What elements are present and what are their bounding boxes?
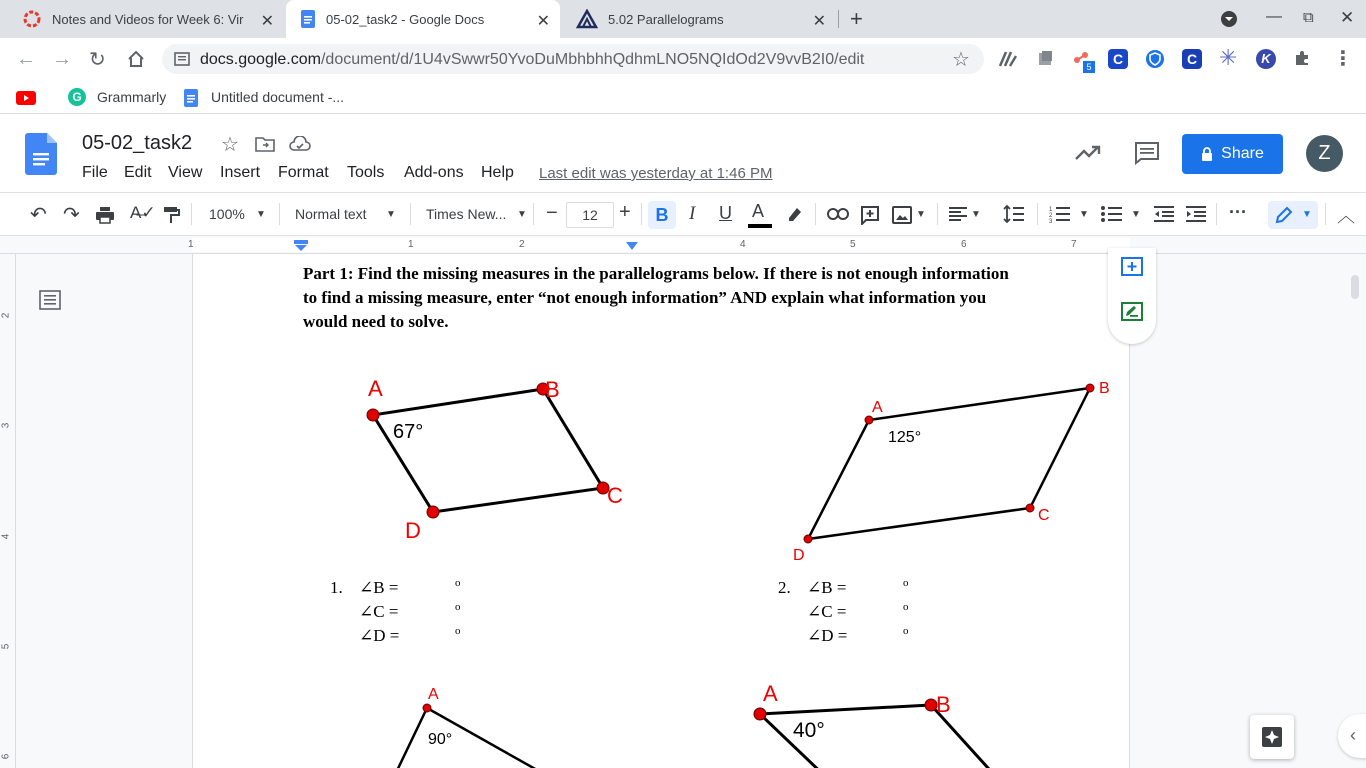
docs-logo-icon[interactable] bbox=[25, 133, 57, 175]
tab-stop-marker-icon[interactable] bbox=[626, 242, 638, 251]
scrollbar-thumb[interactable] bbox=[1351, 275, 1359, 299]
vertex-a bbox=[865, 416, 873, 424]
align-left-icon[interactable] bbox=[949, 206, 967, 222]
chevron-down-icon[interactable]: ▼ bbox=[971, 209, 981, 220]
font-size-input[interactable]: 12 bbox=[566, 202, 614, 228]
svg-text:2: 2 bbox=[1049, 213, 1053, 219]
menu-add-ons[interactable]: Add-ons bbox=[404, 164, 464, 181]
side-comment-actions bbox=[1108, 248, 1156, 344]
degree-mark: o bbox=[903, 625, 909, 637]
close-tab-icon[interactable]: ✕ bbox=[260, 13, 274, 30]
course-icon bbox=[576, 9, 598, 29]
question-line: ∠C = bbox=[807, 602, 847, 621]
vertex-a bbox=[754, 708, 766, 720]
ruler-number: 4 bbox=[740, 239, 746, 250]
menu-format[interactable]: Format bbox=[278, 164, 329, 181]
degree-mark: o bbox=[903, 577, 909, 589]
toolbar-divider bbox=[1037, 203, 1038, 225]
vertex-label-a: A bbox=[368, 376, 383, 401]
last-edit-link[interactable]: Last edit was yesterday at 1:46 PM bbox=[539, 165, 773, 182]
parallelogram-figure-4 bbox=[748, 679, 1038, 768]
question-line: ∠B = bbox=[359, 578, 399, 597]
toolbar-divider bbox=[191, 203, 192, 225]
undo-icon[interactable]: ↶ bbox=[30, 204, 47, 226]
vertex-label-b: B bbox=[545, 377, 560, 402]
vertex-label-b: B bbox=[936, 692, 951, 717]
vertex-label-a: A bbox=[428, 686, 439, 703]
vertex-d bbox=[804, 535, 812, 543]
extension-c-icon[interactable]: C bbox=[1108, 49, 1128, 69]
minimize-icon[interactable]: — bbox=[1266, 8, 1282, 25]
vertex-d bbox=[427, 506, 439, 518]
extensions-puzzle-icon[interactable] bbox=[1293, 49, 1311, 67]
toolbar-divider bbox=[533, 203, 534, 225]
extension-burst-icon[interactable]: ✳ bbox=[1219, 45, 1238, 70]
ruler-number: 6 bbox=[0, 753, 12, 760]
collapse-menus-icon[interactable]: ︿ bbox=[1337, 206, 1355, 226]
ruler-number: 2 bbox=[0, 312, 12, 319]
text-color-glyph: A bbox=[752, 201, 765, 221]
restore-icon[interactable]: ⧉ bbox=[1303, 9, 1314, 26]
insert-image-icon[interactable] bbox=[892, 206, 912, 224]
docs-header bbox=[0, 114, 1366, 192]
underline-button[interactable]: U bbox=[719, 203, 732, 223]
question-number: 2. bbox=[778, 578, 791, 597]
explore-star-icon bbox=[1261, 726, 1283, 748]
move-folder-icon[interactable] bbox=[255, 136, 275, 152]
comments-icon[interactable] bbox=[1134, 141, 1160, 165]
document-title[interactable]: 05-02_task2 bbox=[82, 132, 193, 154]
ruler-number: 1 bbox=[408, 239, 414, 250]
menu-insert[interactable]: Insert bbox=[220, 164, 261, 181]
menu-tools[interactable]: Tools bbox=[347, 164, 385, 181]
numbered-list-icon[interactable] bbox=[1049, 205, 1071, 223]
ruler-number: 7 bbox=[1071, 239, 1077, 250]
toolbar-divider bbox=[1325, 203, 1326, 225]
ruler-page-area bbox=[192, 238, 1130, 252]
redo-icon[interactable]: ↷ bbox=[63, 204, 80, 226]
bulleted-list-icon[interactable] bbox=[1101, 205, 1123, 223]
ruler-number: 2 bbox=[519, 239, 525, 250]
part1-heading: Part 1: Find the missing measures in the parallelograms below. If there is not enough information to find a missing measure, enter “not enough information” AND explain what information you would need to solve. bbox=[303, 264, 1009, 331]
cloud-saved-icon[interactable] bbox=[289, 136, 311, 152]
vertex-label-c: C bbox=[607, 483, 623, 508]
chevron-down-icon[interactable]: ▼ bbox=[916, 209, 926, 220]
navigation-bar bbox=[0, 38, 1366, 80]
font-select[interactable]: Times New... bbox=[426, 206, 507, 222]
vertex-a bbox=[423, 704, 431, 712]
parallelogram-figure-2 bbox=[788, 374, 1118, 569]
ruler-number: 5 bbox=[0, 643, 12, 650]
avatar[interactable]: Z bbox=[1306, 135, 1343, 172]
degree-mark: o bbox=[455, 625, 461, 637]
extension-cube-icon[interactable] bbox=[1036, 50, 1054, 68]
chevron-down-icon: ▼ bbox=[1302, 209, 1312, 220]
increase-font-size-button[interactable]: + bbox=[619, 201, 631, 223]
chevron-down-icon[interactable]: ▼ bbox=[256, 209, 266, 220]
ruler-number: 3 bbox=[0, 422, 12, 429]
question-number: 1. bbox=[330, 578, 343, 597]
spellcheck-icon[interactable]: A̶✓ bbox=[130, 203, 156, 222]
tab-separator bbox=[838, 10, 839, 28]
site-info-icon[interactable] bbox=[174, 52, 190, 66]
share-label: Share bbox=[1221, 145, 1264, 162]
back-icon[interactable]: ← bbox=[16, 48, 36, 70]
indent-marker-icon[interactable] bbox=[294, 240, 308, 252]
angle-label: 90° bbox=[428, 731, 453, 748]
url-path: /document/d/1U4vSwwr50YvoDuMbhbhhQdhmLNO5NQIdOd2V9vvB2I0/edit bbox=[320, 51, 865, 68]
docs-bookmark-icon bbox=[183, 88, 199, 108]
toolbar-divider bbox=[410, 203, 411, 225]
print-icon[interactable] bbox=[95, 206, 115, 224]
close-tab-icon[interactable]: ✕ bbox=[536, 13, 550, 30]
link-icon[interactable] bbox=[827, 208, 849, 220]
angle-label: 67° bbox=[393, 421, 424, 443]
paragraph-style-select[interactable]: Normal text bbox=[295, 206, 367, 222]
bold-button[interactable]: B bbox=[648, 201, 676, 229]
bookmark-untitled-document[interactable]: Untitled document -... bbox=[211, 89, 345, 105]
parallelogram-shape bbox=[373, 389, 603, 512]
tab-google-docs[interactable] bbox=[286, 0, 560, 38]
editing-mode-button[interactable] bbox=[1268, 201, 1318, 229]
vertex-label-d: D bbox=[793, 547, 805, 564]
menu-help[interactable]: Help bbox=[481, 164, 514, 181]
extension-k-icon[interactable]: K bbox=[1256, 49, 1276, 69]
forward-icon[interactable]: → bbox=[52, 48, 72, 70]
home-icon[interactable] bbox=[127, 50, 145, 68]
highlight-icon[interactable] bbox=[786, 205, 804, 223]
url-host: docs.google.com bbox=[200, 51, 321, 68]
ruler-number: 6 bbox=[961, 239, 967, 250]
toolbar-divider bbox=[1216, 203, 1217, 225]
vertical-ruler bbox=[0, 254, 16, 768]
decrease-font-size-button[interactable]: − bbox=[546, 202, 558, 224]
question-line: ∠B = bbox=[807, 578, 847, 597]
grammarly-icon: G bbox=[68, 88, 86, 106]
close-window-icon[interactable]: ✕ bbox=[1340, 8, 1355, 27]
share-button[interactable] bbox=[1182, 134, 1283, 174]
toolbar-divider bbox=[815, 203, 816, 225]
tab-search-icon[interactable] bbox=[1220, 10, 1238, 28]
vertex-label-d: D bbox=[405, 518, 421, 543]
chevron-left-icon: ‹ bbox=[1350, 725, 1356, 745]
decrease-indent-icon[interactable] bbox=[1154, 205, 1174, 223]
vertex-b bbox=[1086, 384, 1094, 392]
paint-format-icon[interactable] bbox=[162, 206, 180, 224]
side-panel-toggle[interactable] bbox=[1338, 714, 1366, 758]
close-tab-icon[interactable]: ✕ bbox=[812, 13, 826, 30]
bookmark-grammarly[interactable]: Grammarly bbox=[97, 89, 167, 105]
browser-menu-icon[interactable]: ⋮ bbox=[1333, 48, 1353, 70]
tab-title: 05-02_task2 - Google Docs bbox=[326, 11, 485, 27]
chevron-down-icon[interactable]: ▼ bbox=[1079, 209, 1089, 220]
add-comment-icon[interactable] bbox=[1121, 257, 1143, 279]
extension-badge-count: 5 bbox=[1083, 61, 1095, 73]
italic-button[interactable]: I bbox=[689, 203, 696, 224]
degree-mark: o bbox=[455, 577, 461, 589]
parallelogram-figure-1 bbox=[363, 374, 643, 544]
document-page[interactable] bbox=[192, 254, 1130, 768]
degree-mark: o bbox=[455, 601, 461, 613]
tab-notes-videos[interactable] bbox=[8, 0, 284, 38]
url-text bbox=[200, 51, 864, 69]
formatting-toolbar bbox=[0, 192, 1366, 236]
extension-badge-item[interactable] bbox=[1071, 50, 1097, 76]
parallelogram-shape bbox=[393, 708, 553, 768]
docs-icon bbox=[300, 9, 316, 29]
question-line: ∠D = bbox=[359, 626, 400, 645]
question-line: ∠D = bbox=[807, 626, 848, 645]
document-outline-icon[interactable] bbox=[39, 290, 61, 310]
text-color-swatch bbox=[748, 224, 772, 228]
bookmark-star-icon[interactable]: ☆ bbox=[952, 49, 970, 71]
add-comment-icon[interactable] bbox=[860, 205, 880, 225]
vertex-a bbox=[367, 409, 379, 421]
suggest-edits-icon[interactable] bbox=[1121, 302, 1143, 324]
tab-title: Notes and Videos for Week 6: Vir bbox=[52, 11, 244, 27]
ruler-number: 1 bbox=[188, 239, 194, 250]
chevron-down-icon[interactable]: ▼ bbox=[1131, 209, 1141, 220]
angle-label: 40° bbox=[793, 719, 825, 742]
angle-label: 125° bbox=[888, 429, 922, 446]
youtube-icon[interactable] bbox=[16, 91, 36, 105]
tab-parallelograms[interactable] bbox=[562, 0, 836, 38]
extension-pen-icon[interactable] bbox=[998, 50, 1018, 68]
toolbar-divider bbox=[641, 203, 642, 225]
vertex-label-b: B bbox=[1099, 380, 1110, 397]
canvas-icon bbox=[22, 9, 42, 29]
ruler-number: 4 bbox=[0, 533, 12, 540]
new-tab-icon[interactable]: + bbox=[850, 6, 863, 31]
increase-indent-icon[interactable] bbox=[1186, 205, 1206, 223]
menu-edit[interactable]: Edit bbox=[124, 164, 152, 181]
extension-c2-icon[interactable]: C bbox=[1182, 49, 1202, 69]
bookmarks-bar bbox=[0, 80, 1366, 114]
svg-text:1: 1 bbox=[1049, 207, 1053, 213]
lock-icon bbox=[1201, 147, 1213, 161]
text-color-button[interactable] bbox=[748, 201, 772, 229]
svg-text:3: 3 bbox=[1049, 219, 1053, 223]
degree-mark: o bbox=[903, 601, 909, 613]
toolbar-divider bbox=[937, 203, 938, 225]
explore-button[interactable] bbox=[1250, 715, 1294, 759]
line-spacing-icon[interactable] bbox=[1003, 204, 1025, 224]
vertex-label-c: C bbox=[1038, 507, 1050, 524]
extension-shield-icon[interactable] bbox=[1145, 49, 1165, 69]
pencil-icon bbox=[1275, 206, 1293, 224]
reload-icon[interactable]: ↻ bbox=[89, 49, 106, 71]
menu-view[interactable]: View bbox=[168, 164, 203, 181]
vertex-c bbox=[1026, 504, 1034, 512]
ruler-number: 5 bbox=[850, 239, 856, 250]
vertex-label-a: A bbox=[763, 681, 778, 706]
zoom-select[interactable]: 100% bbox=[209, 206, 245, 222]
question-line: ∠C = bbox=[359, 602, 399, 621]
tab-title: 5.02 Parallelograms bbox=[608, 11, 724, 27]
star-icon[interactable]: ☆ bbox=[221, 134, 239, 156]
toolbar-divider bbox=[279, 203, 280, 225]
horizontal-ruler bbox=[0, 236, 1366, 254]
chevron-down-icon[interactable]: ▼ bbox=[386, 209, 396, 220]
chevron-down-icon[interactable]: ▼ bbox=[517, 209, 527, 220]
tab-strip bbox=[0, 0, 1366, 38]
menu-file[interactable]: File bbox=[82, 164, 108, 181]
address-bar[interactable] bbox=[162, 44, 984, 74]
vertex-label-a: A bbox=[872, 399, 883, 416]
more-tools-icon[interactable]: ··· bbox=[1229, 202, 1247, 222]
parallelogram-figure-3 bbox=[383, 679, 563, 768]
activity-trend-icon[interactable] bbox=[1074, 144, 1102, 162]
